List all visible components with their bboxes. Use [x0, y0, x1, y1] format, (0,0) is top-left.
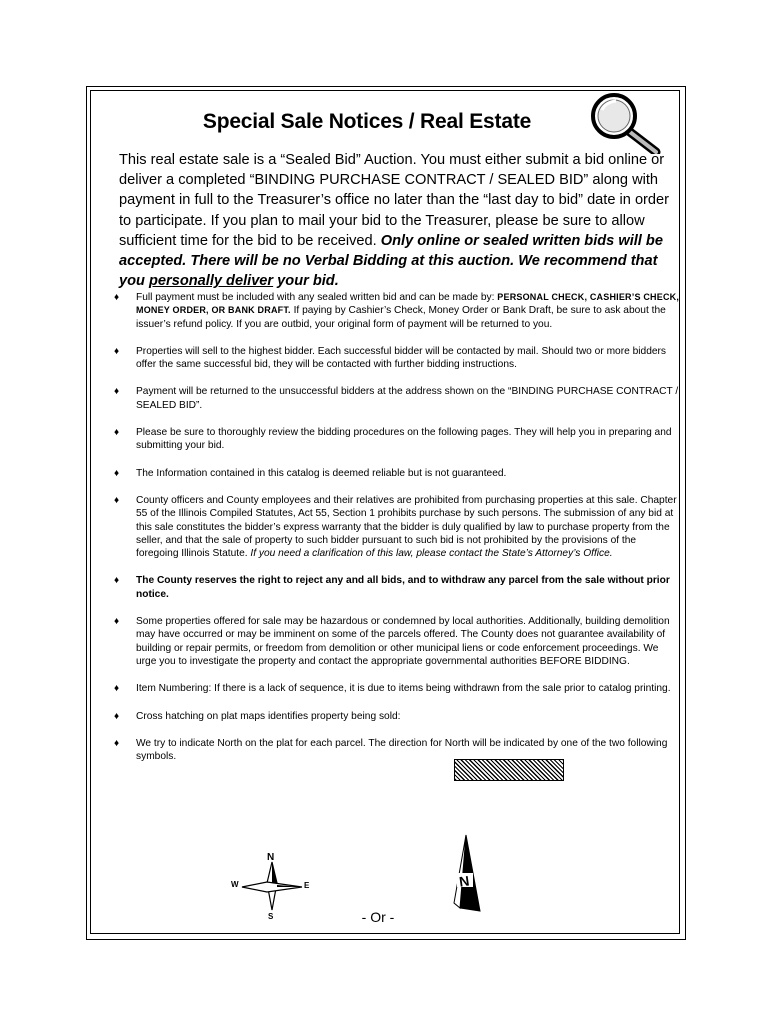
bullet-text: Cross hatching on plat maps identifies property being sold:	[136, 710, 401, 722]
compass-w: W	[231, 880, 239, 889]
reservation-notice: The County reserves the right to reject any and all bids, and to withdraw any parcel from the sale without prior notice.	[136, 575, 670, 600]
bullet-icon: ♦	[114, 292, 120, 303]
page-title: Special Sale Notices / Real Estate	[202, 110, 532, 133]
compass-e: E	[304, 881, 310, 890]
bullet-text: Properties will sell to the highest bidder. Each successful bidder will be contacted by mail. Should two or more bidders offer the same successful bid, they will be contacted with further bidding instructions.	[136, 345, 667, 371]
list-item	[110, 710, 680, 723]
list-item	[110, 385, 680, 412]
list-item	[110, 426, 680, 453]
bullet-icon: ♦	[114, 737, 120, 749]
intro-text: This real estate sale is a “Sealed Bid” Auction. You must either submit a bid online or deliver a completed “BINDING PURCHASE CONTRACT / SEALED BID” along with payment in full to the Treasurer’s office no later than the “last day to bid” date in order to participate. If you plan to mail your bid to the Treasurer, please be sure to allow sufficient time for the bid to be received.	[119, 152, 670, 249]
bullet-text: The Information contained in this catalog is deemed reliable but is not guaranteed.	[136, 467, 507, 479]
compass-n: N	[267, 852, 275, 863]
list-item	[110, 345, 680, 372]
bullet-text: If paying by Cashier’s Check, Money Order or Bank Draft, be sure to ask about the issuer’s refund policy. If you are outbid, your original form of payment will be returned to you.	[136, 305, 666, 330]
intro-tail: your bid.	[273, 273, 339, 290]
bullet-icon: ♦	[114, 683, 120, 695]
list-item	[110, 291, 680, 331]
bullet-text: Payment will be returned to the unsuccessful bidders at the address shown on the “BINDING PURCHASE CONTRACT / SEALED BID”.	[136, 386, 679, 411]
intro-emphasis-text: Only online or sealed written bids will be accepted. There will be no Verbal Bidding at this auction. We recommend that you	[119, 232, 663, 290]
list-item	[110, 615, 680, 668]
cross-hatch-sample	[454, 759, 564, 781]
bullet-icon: ♦	[114, 616, 120, 628]
list-item	[110, 494, 680, 560]
compass-s: S	[268, 912, 274, 921]
bullet-icon: ♦	[114, 345, 120, 357]
bullet-text: We try to indicate North on the plat for each parcel. The direction for North will be indicated by one of the two following symbols.	[136, 737, 668, 763]
or-separator: - Or -	[361, 909, 395, 925]
notice-list	[110, 291, 680, 763]
bullet-text: Please be sure to thoroughly review the bidding procedures on the following pages. They will help you in preparing and submitting your bid.	[136, 427, 672, 452]
bullet-icon: ♦	[114, 427, 120, 439]
list-item	[110, 574, 680, 601]
bullet-text: Some properties offered for sale may be hazardous or condemned by local authorities. Additionally, building demolition may have occurred or may be imminent on some of the parcels offered. The County does not guarantee availability of building or repair permits, or freedom from demolition or other municipal liens or code enforcement proceedings. We urge you to investigate the property and contact the appropriate governmental authorities BEFORE BIDDING.	[136, 616, 670, 667]
list-item	[110, 682, 680, 695]
north-arrow-icon	[440, 833, 490, 915]
bullet-text: Item Numbering: If there is a lack of sequence, it is due to items being withdrawn from the sale prior to catalog printing.	[136, 683, 671, 695]
intro-underlined: personally deliver	[149, 273, 274, 290]
magnifier-icon	[586, 92, 666, 154]
bullet-icon: ♦	[114, 494, 120, 506]
bullet-icon: ♦	[114, 467, 120, 479]
north-arrow-label: N	[458, 872, 471, 890]
payment-methods: PERSONAL CHECK, CASHIER’S CHECK, MONEY ORDER, OR BANK DRAFT.	[136, 292, 680, 316]
intro-paragraph	[119, 150, 679, 291]
list-item	[110, 737, 680, 764]
legal-clarification: If you need a clarification of this law, please contact the State’s Attorney’s Office.	[250, 548, 613, 560]
bullet-text: Full payment must be included with any sealed written bid and can be made by:	[136, 292, 498, 303]
bullet-icon: ♦	[114, 386, 120, 398]
bullet-icon: ♦	[114, 710, 120, 722]
bullet-text: County officers and County employees and their relatives are prohibited from purchasing properties at this sale. Chapter 55 of the Illinois Compiled Statutes, Act 55, Section 1 prohibits purchase by such persons. The submission of any bid at this sale constitutes the bidder’s express warranty that the bidder is duly qualified by law to purchase property from the seller, and that the sale of property to such bidder pursuant to such bid is not prohibited by the provisions of the foregoing Illinois Statute.	[136, 494, 677, 560]
bullet-icon: ♦	[114, 575, 120, 587]
list-item	[110, 467, 680, 480]
